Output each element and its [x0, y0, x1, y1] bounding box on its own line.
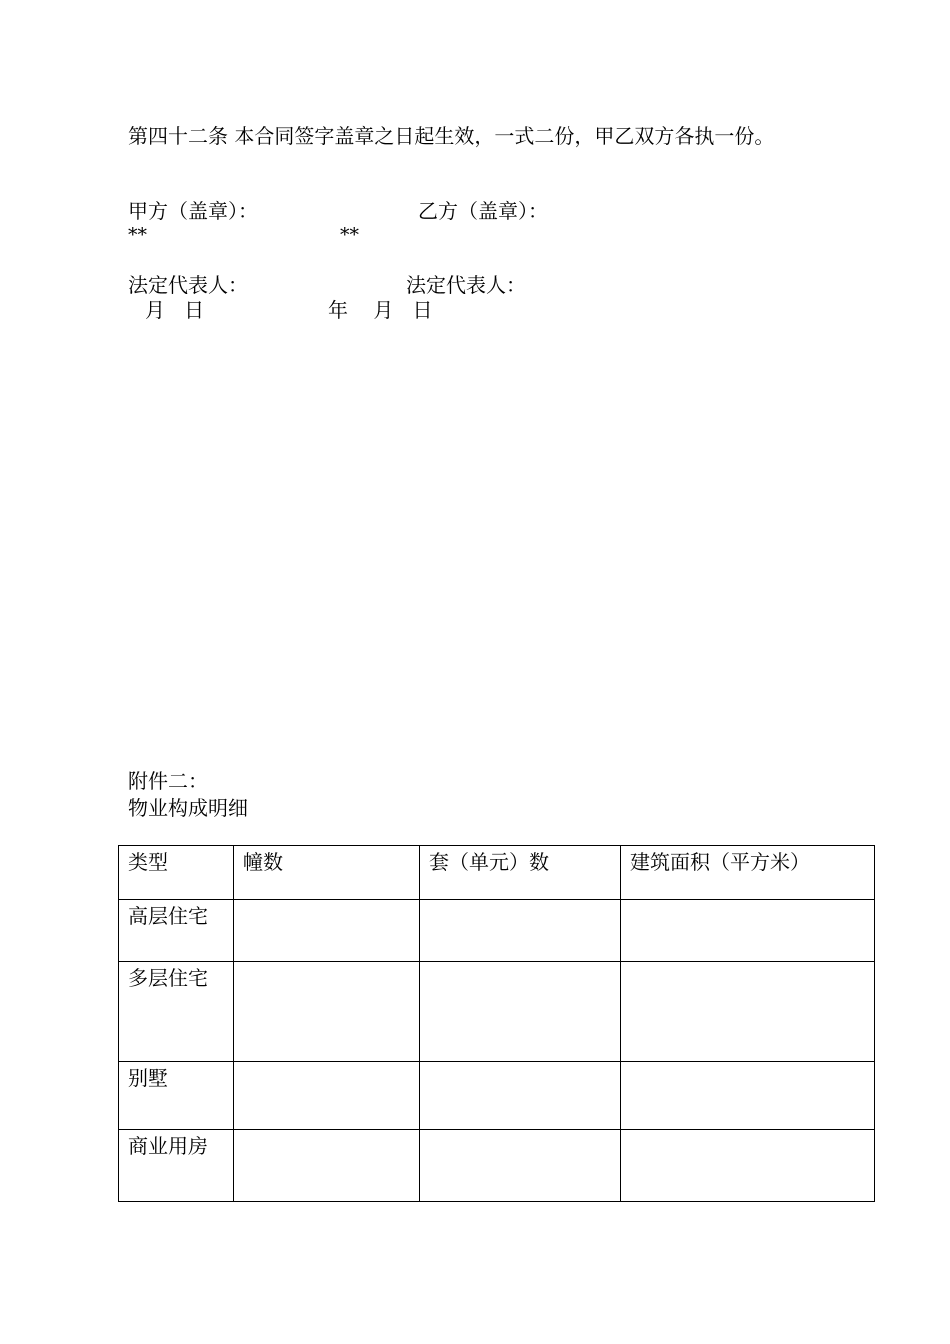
- column-header-area: 建筑面积（平方米）: [621, 846, 875, 900]
- cell-type: 别墅: [119, 1062, 234, 1130]
- cell-area: [621, 900, 875, 962]
- column-header-units: 套（单元）数: [420, 846, 621, 900]
- table-row: [119, 1130, 875, 1202]
- party-a-seal-label: 甲方（盖章）：: [128, 199, 258, 223]
- appendix-title: 物业构成明细: [128, 796, 248, 820]
- table-row: [119, 1062, 875, 1130]
- article-42-text: 第四十二条 本合同签字盖章之日起生效，一式二份，甲乙双方各执一份。: [128, 124, 775, 148]
- column-header-type: 类型: [119, 846, 234, 900]
- table-header-row: [119, 846, 875, 900]
- cell-type: 高层住宅: [119, 900, 234, 962]
- party-a-representative-label: 法定代表人：: [128, 273, 248, 297]
- party-b-date: 年 月 日: [328, 298, 433, 322]
- cell-area: [621, 1062, 875, 1130]
- party-a-mark: **: [128, 224, 147, 246]
- cell-buildings: [234, 1062, 420, 1130]
- cell-units: [420, 962, 621, 1062]
- cell-type: 多层住宅: [119, 962, 234, 1062]
- party-b-seal-label: 乙方（盖章）：: [418, 199, 548, 223]
- party-a-date: 月 日: [145, 298, 205, 322]
- table-row: [119, 900, 875, 962]
- cell-buildings: [234, 962, 420, 1062]
- cell-area: [621, 1130, 875, 1202]
- party-b-mark: **: [340, 224, 359, 246]
- property-composition-table: [118, 845, 875, 1202]
- cell-type: 商业用房: [119, 1130, 234, 1202]
- cell-buildings: [234, 900, 420, 962]
- cell-units: [420, 900, 621, 962]
- table-row: [119, 962, 875, 1062]
- cell-buildings: [234, 1130, 420, 1202]
- column-header-buildings: 幢数: [234, 846, 420, 900]
- cell-units: [420, 1062, 621, 1130]
- appendix-label: 附件二：: [128, 769, 208, 793]
- party-b-representative-label: 法定代表人：: [406, 273, 526, 297]
- cell-area: [621, 962, 875, 1062]
- cell-units: [420, 1130, 621, 1202]
